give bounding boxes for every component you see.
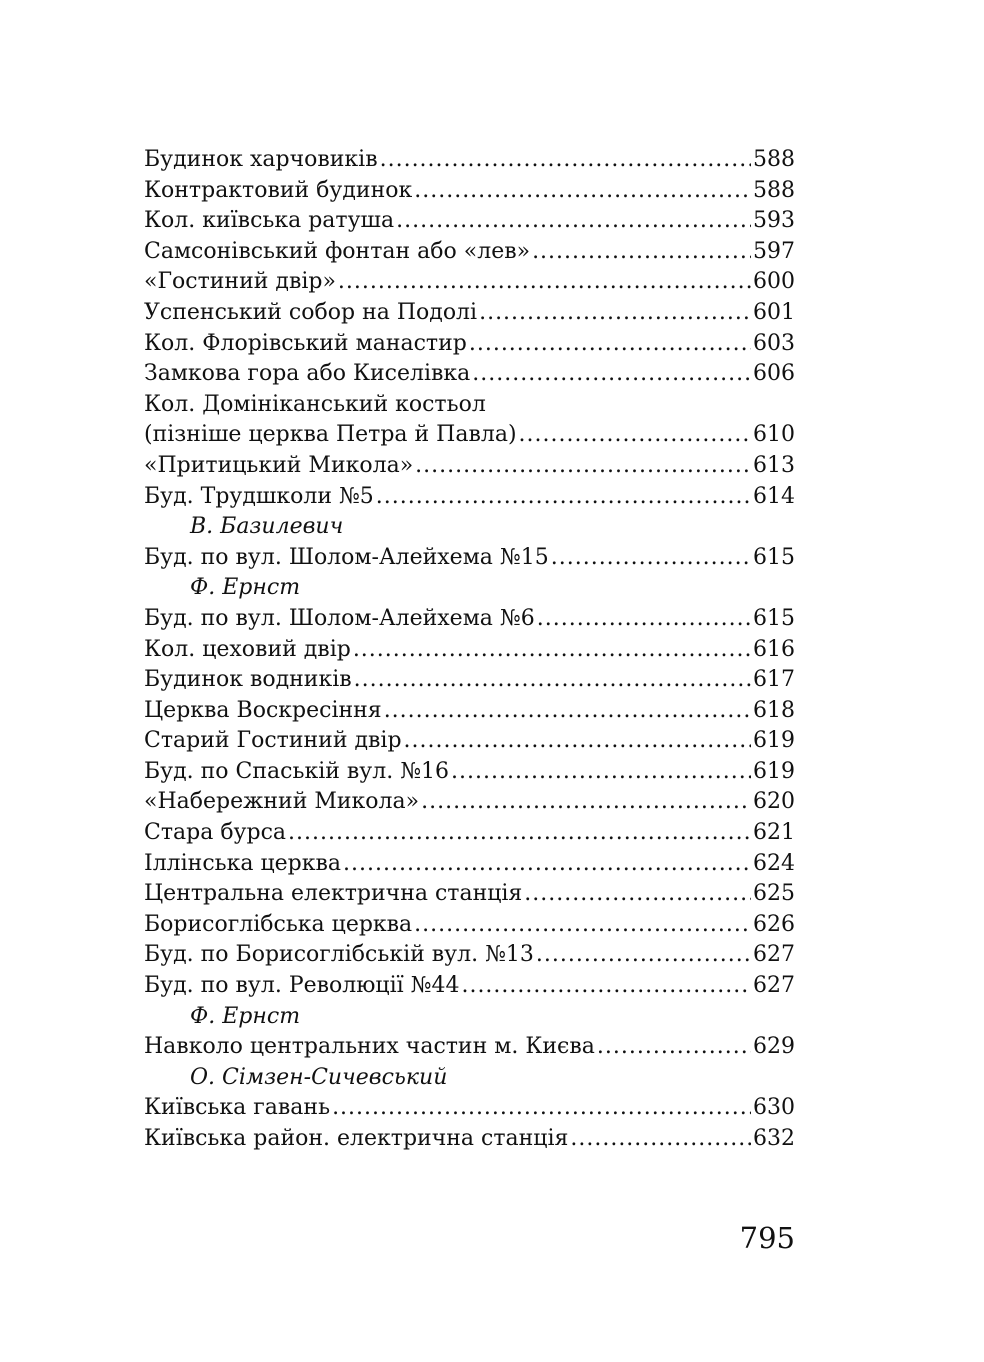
- toc-entry: [144, 1093, 795, 1124]
- toc-entry: [144, 1032, 795, 1063]
- toc-entry: [144, 329, 795, 360]
- dot-leader: [461, 971, 751, 1002]
- toc-entry-page: 627: [753, 942, 795, 968]
- toc-entry-title: Контрактовий будинок: [144, 177, 413, 203]
- toc-entry: [144, 910, 795, 941]
- toc-entry: [144, 726, 795, 757]
- toc-entry-title: Київська гавань: [144, 1095, 331, 1121]
- toc-author: Ф. Ернст: [190, 1003, 301, 1029]
- dot-leader: [536, 940, 751, 971]
- dot-leader: [380, 145, 751, 176]
- toc-entry-page: 627: [753, 973, 795, 999]
- toc-entry: [144, 267, 795, 298]
- dot-leader: [479, 298, 751, 329]
- toc-entry-page: 613: [753, 452, 795, 478]
- toc-entry-page: 603: [753, 330, 795, 356]
- toc-entry-title: «Набережний Микола»: [144, 789, 420, 815]
- toc-entry-title: Центральна електрична станція: [144, 881, 523, 907]
- toc-entry: [144, 420, 795, 451]
- toc-entry-page: 624: [753, 850, 795, 876]
- toc-entry: [144, 787, 795, 818]
- toc-entry-page: 629: [753, 1034, 795, 1060]
- toc-entry-page: 619: [753, 728, 795, 754]
- toc-entry-title: «Гостиний двір»: [144, 269, 336, 295]
- toc-entry: [144, 1124, 795, 1155]
- dot-leader: [469, 329, 751, 360]
- toc-entry: [144, 757, 795, 788]
- table-of-contents: [144, 145, 795, 1155]
- toc-entry: [144, 298, 795, 329]
- toc-entry: [144, 451, 795, 482]
- dot-leader: [376, 482, 751, 513]
- toc-entry-title: Кол. Флорівський манастир: [144, 330, 467, 356]
- dot-leader: [343, 849, 751, 880]
- toc-entry-page: 619: [753, 758, 795, 784]
- toc-entry-title: Буд. по вул. Революції №44: [144, 973, 460, 999]
- toc-entry-title: Самсонівський фонтан або «лев»: [144, 238, 531, 264]
- toc-entry-title: Церква Воскресіння: [144, 697, 382, 723]
- toc-author: Ф. Ернст: [190, 575, 301, 601]
- dot-leader: [519, 420, 751, 451]
- toc-entry-title: Буд. по вул. Шолом-Алейхема №15: [144, 544, 549, 570]
- dot-leader: [551, 543, 751, 574]
- toc-entry: [144, 818, 795, 849]
- toc-entry-page: 610: [753, 422, 795, 448]
- dot-leader: [354, 665, 751, 696]
- toc-entry-page: 620: [753, 789, 795, 815]
- toc-entry-title-line: Кол. Домініканський костьол: [144, 391, 486, 417]
- toc-entry-page: 616: [753, 636, 795, 662]
- toc-entry-title: Київська район. електрична станція: [144, 1126, 569, 1151]
- toc-entry: [144, 940, 795, 971]
- dot-leader: [396, 206, 751, 237]
- toc-entry: [144, 176, 795, 207]
- toc-entry-page: 588: [753, 177, 795, 203]
- toc-entry-title: Буд. по вул. Шолом-Алейхема №6: [144, 605, 535, 631]
- toc-entry-title: Старий Гостиний двір: [144, 728, 402, 754]
- dot-leader: [353, 635, 751, 666]
- toc-entry-page: 600: [753, 269, 795, 295]
- toc-entry-title: Іллінська церква: [144, 850, 342, 876]
- toc-entry-title: Замкова гора або Киселівка: [144, 361, 471, 387]
- toc-entry-page: 593: [753, 208, 795, 234]
- dot-leader: [414, 910, 751, 941]
- toc-entry: [144, 696, 795, 727]
- toc-entry-title: Буд. по Борисоглібській вул. №13: [144, 942, 534, 968]
- dot-leader: [597, 1032, 751, 1063]
- toc-entry-title: Будинок водників: [144, 667, 352, 693]
- dot-leader: [421, 787, 751, 818]
- toc-entry-title: Борисоглібська церква: [144, 911, 413, 937]
- dot-leader: [537, 604, 751, 635]
- dot-leader: [570, 1124, 751, 1155]
- toc-entry-page: 618: [753, 697, 795, 723]
- dot-leader: [384, 696, 751, 727]
- dot-leader: [288, 818, 751, 849]
- toc-entry: [144, 635, 795, 666]
- toc-entry: [144, 971, 795, 1002]
- toc-entry-title: Кол. цеховий двір: [144, 636, 351, 662]
- toc-entry-page: 606: [753, 361, 795, 387]
- toc-entry-title: Успенський собор на Подолі: [144, 299, 478, 325]
- toc-entry-page: 632: [753, 1126, 795, 1151]
- toc-entry: [144, 359, 795, 390]
- dot-leader: [332, 1093, 751, 1124]
- dot-leader: [415, 451, 751, 482]
- dot-leader: [532, 237, 751, 268]
- toc-entry: [144, 543, 795, 574]
- toc-entry-page: 615: [753, 605, 795, 631]
- toc-entry: [144, 879, 795, 910]
- toc-entry: [144, 665, 795, 696]
- toc-entry-title: Стара бурса: [144, 820, 287, 846]
- dot-leader: [524, 879, 751, 910]
- toc-entry-page: 601: [753, 299, 795, 325]
- toc-entry: [144, 604, 795, 635]
- dot-leader: [451, 757, 751, 788]
- toc-entry-page: 617: [753, 667, 795, 693]
- page-number: 795: [739, 1221, 795, 1255]
- dot-leader: [338, 267, 751, 298]
- toc-entry-title: Буд. Трудшколи №5: [144, 483, 374, 509]
- toc-entry-page: 614: [753, 483, 795, 509]
- toc-entry-title: Навколо центральних частин м. Києва: [144, 1034, 595, 1060]
- dot-leader: [472, 359, 751, 390]
- toc-entry-title: (пізніше церква Петра й Павла): [144, 422, 517, 448]
- toc-entry-title: «Притицький Микола»: [144, 452, 414, 478]
- toc-entry-page: 597: [753, 238, 795, 264]
- toc-entry: [144, 206, 795, 237]
- toc-entry-page: 626: [753, 911, 795, 937]
- toc-entry-page: 621: [753, 820, 795, 846]
- dot-leader: [404, 726, 751, 757]
- toc-entry-page: 630: [753, 1095, 795, 1121]
- dot-leader: [414, 176, 751, 207]
- toc-entry: [144, 145, 795, 176]
- toc-entry-title: Кол. київська ратуша: [144, 208, 395, 234]
- toc-entry-page: 615: [753, 544, 795, 570]
- toc-entry: [144, 237, 795, 268]
- toc-entry: [144, 482, 795, 513]
- toc-entry-page: 588: [753, 147, 795, 172]
- toc-entry: [144, 849, 795, 880]
- toc-entry-page: 625: [753, 881, 795, 907]
- toc-entry-title: Будинок харчовиків: [144, 147, 378, 172]
- toc-author: В. Базилевич: [190, 514, 344, 540]
- toc-entry-title: Буд. по Спаській вул. №16: [144, 758, 450, 784]
- toc-author: О. Сімзен-Сичевський: [190, 1064, 448, 1090]
